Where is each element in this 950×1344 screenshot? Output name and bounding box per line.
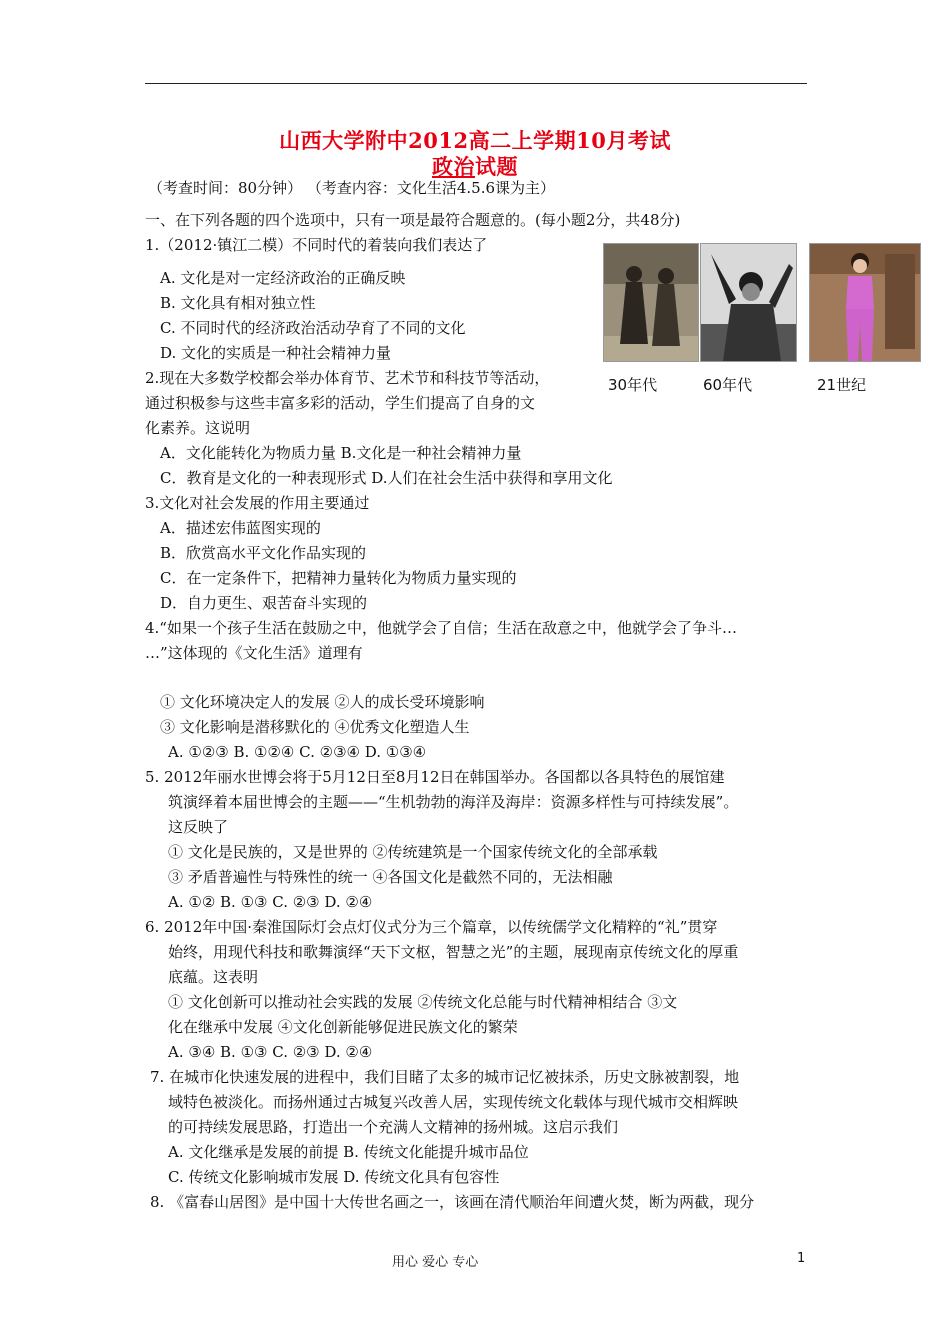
q1-option-a: A. 文化是对一定经济政治的正确反映 xyxy=(160,269,406,287)
q5-stem-1: 5. 2012年丽水世博会将于5月12日至8月12日在韩国举办。各国都以各具特色的展馆建 xyxy=(145,768,725,786)
q2-options-cd: C．教育是文化的一种表现形式 D.人们在社会生活中获得和享用文化 xyxy=(160,469,613,487)
q4-stem-2: …”这体现的《文化生活》道理有 xyxy=(145,644,363,662)
q4-statements-12: ① 文化环境决定人的发展 ②人的成长受环境影响 xyxy=(160,693,485,711)
q3-stem: 3.文化对社会发展的作用主要通过 xyxy=(145,494,370,512)
q3-option-b: B．欣赏高水平文化作品实现的 xyxy=(160,544,367,562)
q1-option-d: D. 文化的实质是一种社会精神力量 xyxy=(160,344,392,362)
q3-option-d: D．自力更生、艰苦奋斗实现的 xyxy=(160,594,368,612)
q6-statements-1: ① 文化创新可以推动社会实践的发展 ②传统文化总能与时代精神相结合 ③文 xyxy=(168,993,678,1011)
photo-1930s xyxy=(603,243,699,362)
photo-1960s xyxy=(700,243,797,362)
q5-stem-2: 筑演绎着本届世博会的主题——“生机勃勃的海洋及海岸：资源多样性与可持续发展”。 xyxy=(168,793,739,811)
q2-stem-3: 化素养。这说明 xyxy=(145,419,251,437)
q6-stem-2: 始终，用现代科技和歌舞演绎“天下文枢，智慧之光”的主题，展现南京传统文化的厚重 xyxy=(168,943,739,961)
q6-stem-3: 底蕴。这表明 xyxy=(168,968,259,986)
footer-motto: 用心 爱心 专心 xyxy=(392,1255,479,1270)
q8-stem-1: 8. 《富春山居图》是中国十大传世名画之一，该画在清代顺治年间遭火焚，断为两截，现分 xyxy=(150,1193,755,1211)
subtitle-rest: 试题 xyxy=(475,154,518,179)
q6-statements-2: 化在继承中发展 ④文化创新能够促进民族文化的繁荣 xyxy=(168,1018,518,1036)
q1-stem: 1.（2012·镇江二模）不同时代的着装向我们表达了 xyxy=(145,236,488,254)
header-rule xyxy=(145,83,807,84)
q5-statements-12: ① 文化是民族的，又是世界的 ②传统建筑是一个国家传统文化的全部承载 xyxy=(168,843,658,861)
q5-stem-3: 这反映了 xyxy=(168,818,229,836)
photo-21st-century xyxy=(809,243,921,362)
q7-options-ab: A. 文化继承是发展的前提 B. 传统文化能提升城市品位 xyxy=(168,1143,529,1161)
q7-options-cd: C. 传统文化影响城市发展 D. 传统文化具有包容性 xyxy=(168,1168,500,1186)
q1-option-b: B. 文化具有相对独立性 xyxy=(160,294,316,312)
q4-stem-1: 4.“如果一个孩子生活在鼓励之中，他就学会了自信；生活在敌意之中，他就学会了争斗… xyxy=(145,619,737,637)
section-heading: 一、在下列各题的四个选项中，只有一项是最符合题意的。(每小题2分，共48分) xyxy=(145,211,681,229)
q2-stem-2: 通过积极参与这些丰富多彩的活动，学生们提高了自身的文 xyxy=(145,394,536,412)
page-title: 山西大学附中2012高二上学期10月考试 xyxy=(279,128,671,153)
caption-21c: 21世纪 xyxy=(817,376,867,394)
page-number: 1 xyxy=(797,1251,806,1266)
exam-info: （考查时间：80分钟） （考查内容：文化生活4.5.6课为主） xyxy=(148,179,556,197)
caption-30s: 30年代 xyxy=(608,376,658,394)
q6-choices: A. ③④ B. ①③ C. ②③ D. ②④ xyxy=(168,1043,373,1061)
q1-option-c: C. 不同时代的经济政治活动孕育了不同的文化 xyxy=(160,319,466,337)
q5-choices: A. ①② B. ①③ C. ②③ D. ②④ xyxy=(168,893,373,911)
q7-stem-3: 的可持续发展思路，打造出一个充满人文精神的扬州城。这启示我们 xyxy=(168,1118,619,1136)
q3-option-a: A．描述宏伟蓝图实现的 xyxy=(160,519,321,537)
page-subtitle xyxy=(0,151,950,181)
q3-option-c: C．在一定条件下，把精神力量转化为物质力量实现的 xyxy=(160,569,517,587)
q6-stem-1: 6. 2012年中国·秦淮国际灯会点灯仪式分为三个篇章，以传统儒学文化精粹的“礼”贯穿 xyxy=(145,918,718,936)
caption-60s: 60年代 xyxy=(703,376,753,394)
q2-stem-1: 2.现在大多数学校都会举办体育节、艺术节和科技节等活动， xyxy=(145,369,550,387)
q5-statements-34: ③ 矛盾普遍性与特殊性的统一 ④各国文化是截然不同的，无法相融 xyxy=(168,868,613,886)
q4-statements-34: ③ 文化影响是潜移默化的 ④优秀文化塑造人生 xyxy=(160,718,470,736)
q7-stem-2: 域特色被淡化。而扬州通过古城复兴改善人居，实现传统文化载体与现代城市交相辉映 xyxy=(168,1093,739,1111)
q2-options-ab: A．文化能转化为物质力量 B.文化是一种社会精神力量 xyxy=(160,444,522,462)
q7-stem-1: 7. 在城市化快速发展的进程中，我们目睹了太多的城市记忆被抹杀，历史文脉被割裂，地 xyxy=(150,1068,740,1086)
subtitle-underlined: 政治 xyxy=(432,154,475,179)
q4-choices: A. ①②③ B. ①②④ C. ②③④ D. ①③④ xyxy=(168,743,427,761)
